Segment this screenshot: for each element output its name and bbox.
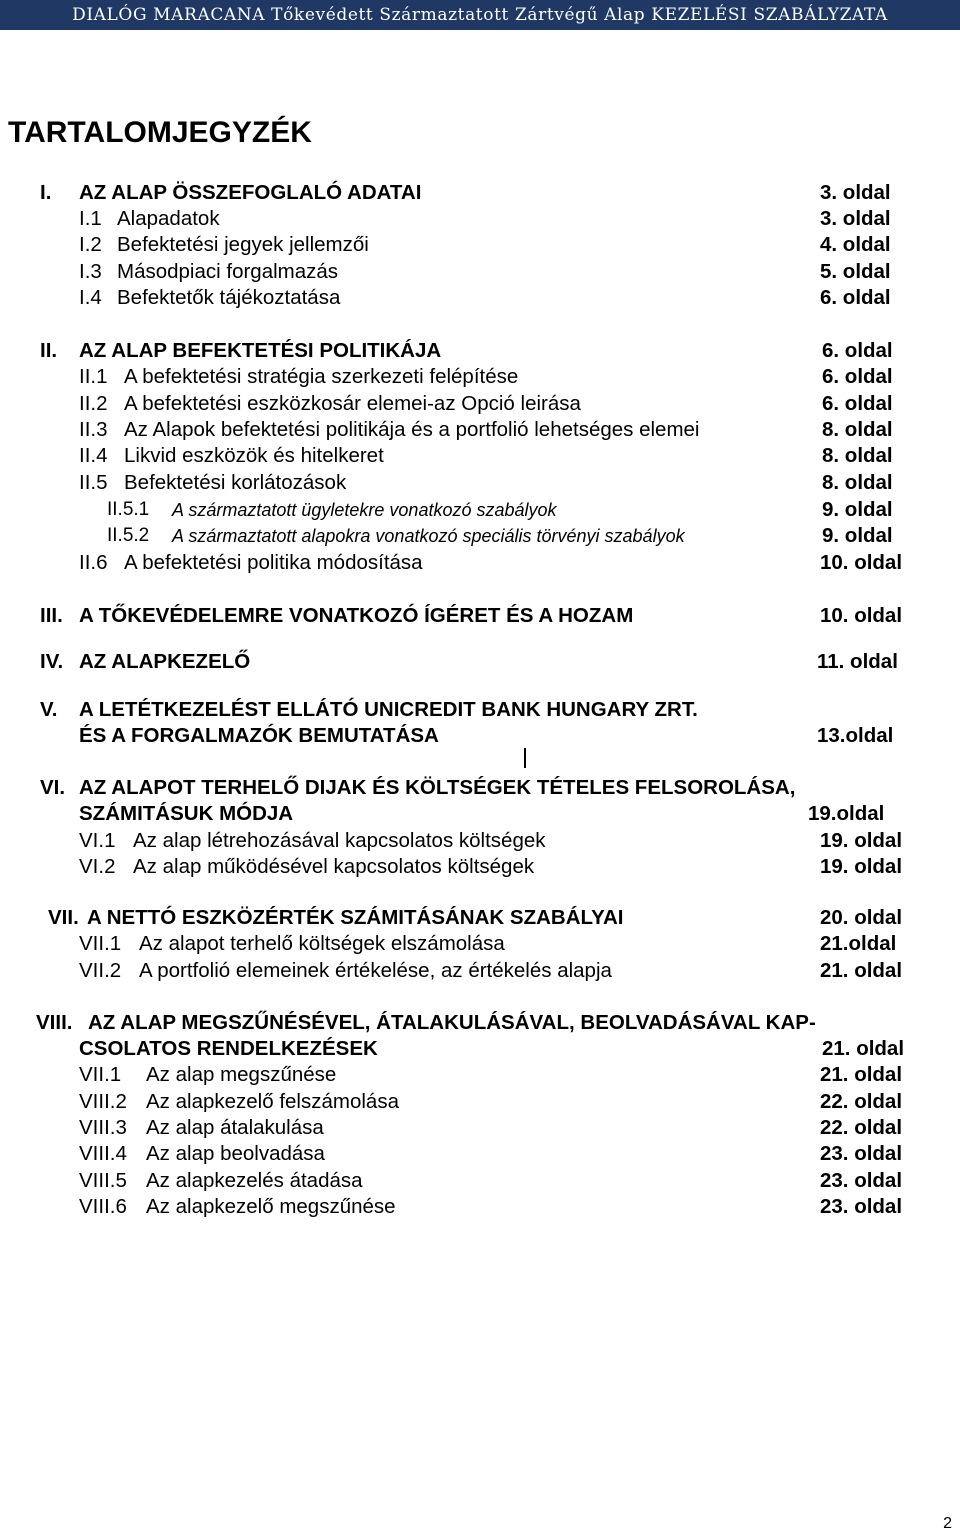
- toc-heading: AZ ALAP ÖSSZEFOGLALÓ ADATAI: [79, 181, 422, 204]
- toc-entry: Az alap létrehozásával kapcsolatos költségek: [133, 829, 546, 852]
- toc-heading-cont: ÉS A FORGALMAZÓK BEMUTATÁSA: [79, 724, 439, 747]
- toc-heading: A TŐKEVÉDELEMRE VONATKOZÓ ÍGÉRET ÉS A HOZAM: [79, 604, 634, 627]
- toc-entry: Az alap működésével kapcsolatos költségek: [133, 855, 535, 878]
- toc-page: 21. oldal: [820, 959, 903, 982]
- toc-entry: Befektetési korlátozások: [124, 471, 347, 494]
- document-header: DIALÓG MARACANA Tőkevédett Származtatott Zártvégű Alap KEZELÉSI SZABÁLYZATA: [0, 0, 960, 30]
- toc-page: 11. oldal: [817, 650, 898, 673]
- toc-num: I.4: [79, 286, 102, 309]
- toc-page: 6. oldal: [822, 392, 893, 415]
- toc-heading-cont: SZÁMITÁSUK MÓDJA: [79, 802, 294, 825]
- toc-num: II.3: [79, 418, 108, 441]
- toc-heading-cont: CSOLATOS RENDELKEZÉSEK: [79, 1037, 378, 1060]
- toc-heading: AZ ALAPOT TERHELŐ DIJAK ÉS KÖLTSÉGEK TÉTELES FELSOROLÁSA,: [79, 776, 796, 799]
- toc-entry: A befektetési eszközkosár elemei-az Opció leirása: [124, 392, 581, 415]
- toc-num: II.5: [79, 471, 108, 494]
- toc-num: VI.: [40, 776, 66, 799]
- toc-entry: Az alap átalakulása: [146, 1116, 324, 1139]
- toc-title: TARTALOMJEGYZÉK: [8, 116, 312, 149]
- toc-num: IV.: [40, 650, 64, 673]
- toc-page: 5. oldal: [820, 260, 891, 283]
- toc-num: VI.1: [79, 829, 116, 852]
- toc-num: VII.1: [79, 932, 122, 955]
- toc-num: I.1: [79, 207, 102, 230]
- toc-entry: Az alapkezelő megszűnése: [146, 1195, 396, 1218]
- toc-page: 10. oldal: [820, 551, 903, 574]
- toc-page: 10. oldal: [820, 604, 903, 627]
- toc-entry: Befektetők tájékoztatása: [117, 286, 341, 309]
- toc-subentry: A származtatott ügyletekre vonatkozó szabályok: [172, 500, 557, 520]
- toc-page: 23. oldal: [820, 1142, 903, 1165]
- toc-num: VII.2: [79, 959, 122, 982]
- toc-num: VIII.3: [79, 1116, 127, 1139]
- toc-page: 19. oldal: [820, 855, 903, 878]
- toc-page: 9. oldal: [822, 498, 893, 521]
- toc-num: V.: [40, 698, 58, 721]
- toc-entry: Alapadatok: [117, 207, 220, 230]
- toc-entry: Az alapot terhelő költségek elszámolása: [139, 932, 505, 955]
- toc-page: 3. oldal: [820, 181, 891, 204]
- toc-page: 9. oldal: [822, 524, 893, 547]
- toc-entry: Az alap beolvadása: [146, 1142, 325, 1165]
- toc-page: 21.oldal: [820, 932, 897, 955]
- toc-entry: Likvid eszközök és hitelkeret: [124, 444, 384, 467]
- toc-page: 13.oldal: [817, 724, 894, 747]
- toc-num: II.2: [79, 392, 108, 415]
- toc-entry: A befektetési stratégia szerkezeti felépítése: [124, 365, 519, 388]
- toc-page: 3. oldal: [820, 207, 891, 230]
- page-number: 2: [943, 1515, 952, 1532]
- toc-page: 4. oldal: [820, 233, 891, 256]
- toc-num: II.5.2: [107, 525, 150, 546]
- toc-page: 6. oldal: [822, 339, 893, 362]
- toc-entry: Befektetési jegyek jellemzői: [117, 233, 369, 256]
- toc-num: VI.2: [79, 855, 116, 878]
- toc-num: VII.1: [79, 1063, 122, 1086]
- toc-page: 23. oldal: [820, 1169, 903, 1192]
- toc-num: III.: [40, 604, 63, 627]
- toc-entry: Másodpiaci forgalmazás: [117, 260, 339, 283]
- toc-num: II.6: [79, 551, 108, 574]
- toc-num: I.2: [79, 233, 102, 256]
- toc-num: I.: [40, 181, 52, 204]
- toc-heading: A LETÉTKEZELÉST ELLÁTÓ UNICREDIT BANK HUNGARY ZRT.: [79, 698, 698, 721]
- toc-page: 8. oldal: [822, 444, 893, 467]
- toc-entry: Az alapkezelés átadása: [146, 1169, 363, 1192]
- toc-heading: AZ ALAPKEZELŐ: [79, 650, 251, 673]
- toc-page: 6. oldal: [822, 365, 893, 388]
- toc-subentry: A származtatott alapokra vonatkozó speciális törvényi szabályok: [172, 526, 685, 546]
- toc-page: 8. oldal: [822, 418, 893, 441]
- toc-page: 21. oldal: [820, 1063, 903, 1086]
- toc-page: 22. oldal: [820, 1116, 903, 1139]
- toc-page: 8. oldal: [822, 471, 893, 494]
- toc-entry: A befektetési politika módosítása: [124, 551, 423, 574]
- text-cursor: [524, 748, 526, 768]
- toc-page: 23. oldal: [820, 1195, 903, 1218]
- toc-page: 19. oldal: [820, 829, 903, 852]
- toc-num: VIII.4: [79, 1142, 127, 1165]
- toc-num: VIII.2: [79, 1090, 127, 1113]
- toc-entry: Az Alapok befektetési politikája és a portfolió lehetséges elemei: [124, 418, 700, 441]
- toc-heading: AZ ALAP MEGSZŰNÉSÉVEL, ÁTALAKULÁSÁVAL, BEOLVADÁSÁVAL KAP-: [88, 1011, 816, 1034]
- toc-num: VIII.6: [79, 1195, 127, 1218]
- toc-page: 6. oldal: [820, 286, 891, 309]
- toc-entry: Az alap megszűnése: [146, 1063, 337, 1086]
- toc-entry: A portfolió elemeinek értékelése, az értékelés alapja: [139, 959, 612, 982]
- toc-page: 22. oldal: [820, 1090, 903, 1113]
- toc-num: II.5.1: [107, 499, 150, 520]
- toc-num: VIII.5: [79, 1169, 127, 1192]
- toc-heading: AZ ALAP BEFEKTETÉSI POLITIKÁJA: [79, 339, 442, 362]
- toc-entry: Az alapkezelő felszámolása: [146, 1090, 399, 1113]
- toc-num: I.3: [79, 260, 102, 283]
- toc-num: VIII.: [36, 1011, 73, 1034]
- toc-num: II.4: [79, 444, 108, 467]
- toc-num: II.1: [79, 365, 108, 388]
- toc-page: 21. oldal: [822, 1037, 905, 1060]
- toc-heading: A NETTÓ ESZKÖZÉRTÉK SZÁMITÁSÁNAK SZABÁLYAI: [87, 906, 624, 929]
- toc-num: VII.: [48, 906, 79, 929]
- toc-page: 19.oldal: [808, 802, 885, 825]
- toc-page: 20. oldal: [820, 906, 903, 929]
- toc-num: II.: [40, 339, 58, 362]
